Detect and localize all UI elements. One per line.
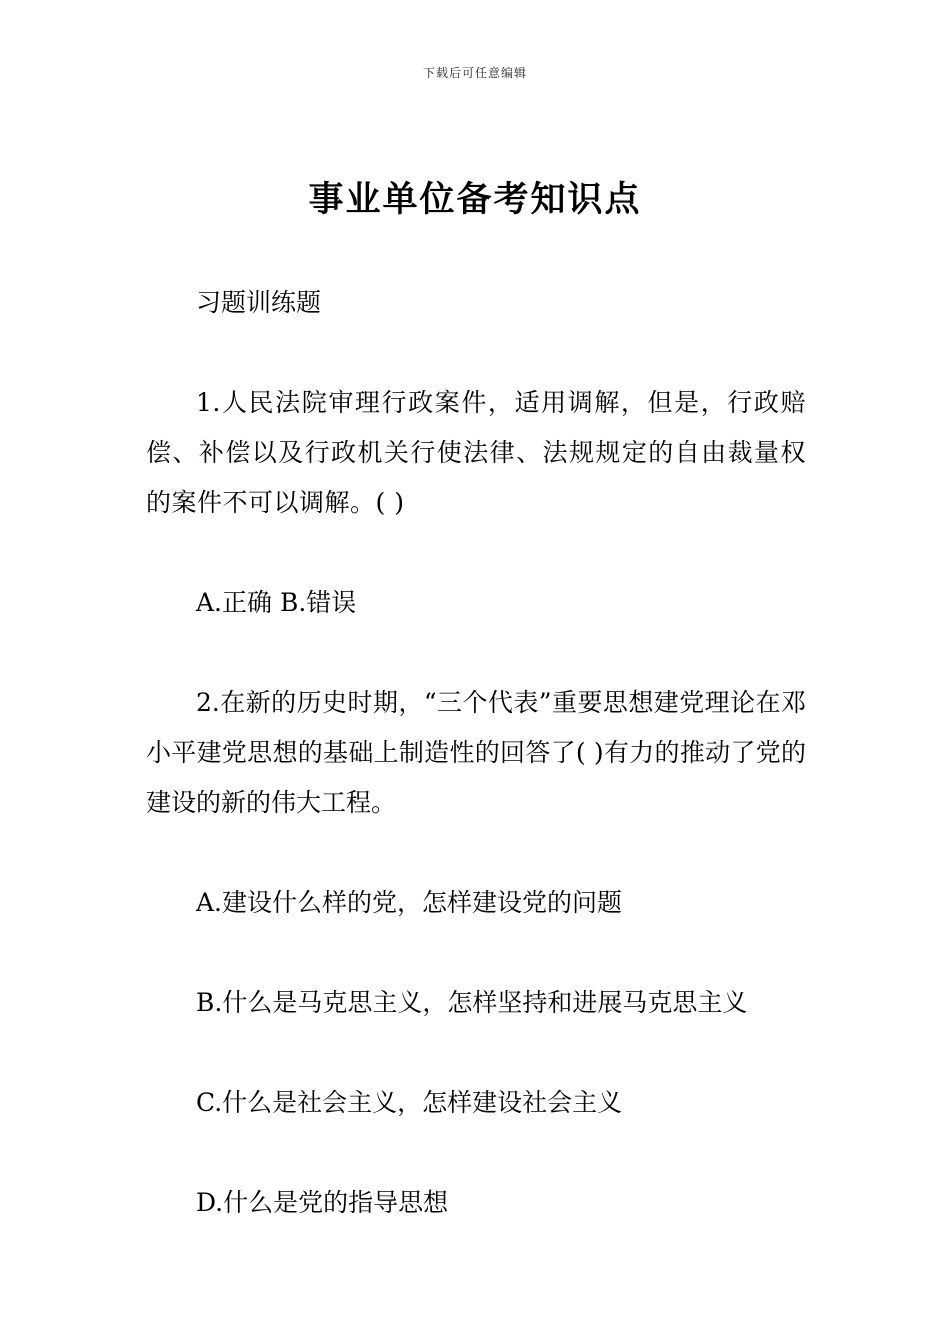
question-2-option-d: D.什么是党的指导思想 xyxy=(196,1188,449,1217)
question-2-option-b: B.什么是马克思主义，怎样坚持和进展马克思主义 xyxy=(196,988,748,1017)
section-heading: 习题训练题 xyxy=(196,288,322,317)
header-note: 下载后可任意编辑 xyxy=(422,66,527,80)
question-2-stem: 2.在新的历史时期，“三个代表”重要思想建党理论在邓小平建党思想的基础上制造性的回答了( )有力的推动了党的建设的新的伟大工程。 xyxy=(146,688,806,817)
question-1-options: A.正确 B.错误 xyxy=(196,588,357,617)
document-title: 事业单位备考知识点 xyxy=(308,180,642,220)
question-2-option-c: C.什么是社会主义，怎样建设社会主义 xyxy=(196,1088,623,1117)
document-body xyxy=(146,278,806,1278)
question-1-stem: 1.人民法院审理行政案件，适用调解，但是，行政赔偿、补偿以及行政机关行使法律、法规规定的自由裁量权的案件不可以调解。( ) xyxy=(146,388,806,517)
question-2-option-a: A.建设什么样的党，怎样建设党的问题 xyxy=(196,888,623,917)
